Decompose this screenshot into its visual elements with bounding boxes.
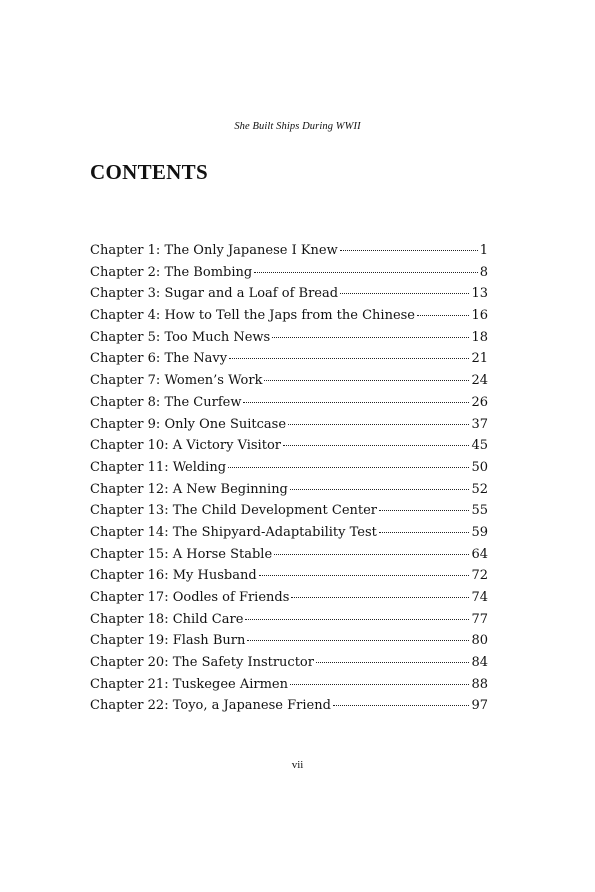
dot-leader [340, 250, 478, 251]
toc-entry [90, 609, 488, 631]
toc-entry-title: Chapter 15: A Horse Stable [90, 546, 273, 562]
dot-leader [290, 684, 469, 685]
toc-entry [90, 370, 488, 392]
dot-leader [333, 705, 470, 706]
dot-leader [259, 575, 470, 576]
toc-entry-title: Chapter 9: Only One Suitcase [90, 416, 287, 432]
toc-entry-title: Chapter 14: The Shipyard-Adaptability Test [90, 524, 377, 540]
toc-entry-page: 24 [471, 373, 488, 389]
toc-entry-title: Chapter 3: Sugar and a Loaf of Bread [90, 286, 339, 302]
toc-entry-page: 74 [471, 590, 488, 605]
toc-entry-title: Chapter 12: A New Beginning [90, 481, 288, 497]
dot-leader [254, 272, 478, 273]
toc-entry-page: 80 [471, 633, 488, 649]
toc-entry-title: Chapter 6: The Navy [90, 351, 228, 367]
page-number: vii [291, 759, 304, 771]
dot-leader [288, 424, 469, 425]
table-of-contents [90, 240, 488, 717]
toc-entry [90, 435, 488, 457]
dot-leader [283, 445, 469, 446]
dot-leader [274, 554, 469, 555]
toc-entry-title: Chapter 17: Oodles of Friends [90, 590, 290, 605]
dot-leader [290, 489, 470, 490]
dot-leader [417, 315, 469, 316]
toc-entry-page: 84 [471, 655, 488, 671]
toc-entry-title: Chapter 21: Tuskegee Airmen [90, 676, 288, 692]
toc-entry [90, 565, 488, 587]
running-head: She Built Ships During WWII [234, 121, 361, 132]
toc-entry-page: 45 [471, 438, 488, 454]
dot-leader [245, 619, 469, 620]
toc-entry-page: 64 [471, 546, 488, 562]
toc-entry-page: 26 [471, 394, 488, 410]
toc-entry-page: 8 [479, 264, 488, 280]
toc-entry-page: 77 [471, 611, 488, 627]
dot-leader [272, 337, 469, 338]
dot-leader [229, 358, 469, 359]
toc-entry [90, 414, 488, 436]
toc-entry-page: 72 [471, 568, 488, 584]
dot-leader [247, 640, 469, 641]
toc-entry-page: 97 [471, 698, 488, 714]
toc-entry-title: Chapter 16: My Husband [90, 568, 257, 584]
dot-leader [228, 467, 469, 468]
toc-entry-page: 59 [471, 524, 488, 540]
toc-entry [90, 500, 488, 522]
dot-leader [243, 402, 469, 403]
toc-entry-page: 16 [471, 308, 488, 324]
toc-entry-title: Chapter 22: Toyo, a Japanese Friend [90, 698, 331, 714]
toc-entry-title: Chapter 18: Child Care [90, 611, 244, 627]
dot-leader [379, 532, 470, 533]
toc-entry-page: 55 [471, 503, 488, 519]
toc-entry-title: Chapter 20: The Safety Instructor [90, 655, 314, 671]
toc-entry [90, 262, 488, 284]
dot-leader [316, 662, 469, 663]
toc-entry [90, 587, 488, 609]
toc-entry [90, 630, 488, 652]
dot-leader [379, 510, 469, 511]
dot-leader [291, 597, 469, 598]
dot-leader [264, 380, 469, 381]
toc-entry-page: 50 [471, 459, 488, 475]
toc-entry-title: Chapter 2: The Bombing [90, 264, 253, 280]
toc-entry [90, 695, 488, 717]
toc-entry [90, 479, 488, 501]
toc-entry [90, 522, 488, 544]
toc-entry-title: Chapter 19: Flash Burn [90, 633, 246, 649]
toc-entry [90, 544, 488, 566]
page-title: CONTENTS [90, 160, 208, 184]
toc-entry-page: 88 [471, 676, 488, 692]
dot-leader [340, 293, 469, 294]
toc-entry-title: Chapter 1: The Only Japanese I Knew [90, 243, 338, 258]
toc-entry-page: 1 [479, 243, 488, 258]
toc-entry-title: Chapter 4: How to Tell the Japs from the Chinese [90, 308, 415, 324]
toc-entry-title: Chapter 8: The Curfew [90, 394, 242, 410]
toc-entry [90, 674, 488, 696]
toc-entry [90, 240, 488, 262]
toc-entry-title: Chapter 10: A Victory Visitor [90, 438, 281, 454]
toc-entry [90, 392, 488, 414]
toc-entry-title: Chapter 11: Welding [90, 459, 227, 475]
toc-entry-page: 37 [471, 416, 488, 432]
toc-entry [90, 348, 488, 370]
toc-entry-page: 18 [471, 329, 488, 345]
toc-entry-title: Chapter 7: Women’s Work [90, 373, 263, 389]
toc-entry [90, 305, 488, 327]
toc-entry-title: Chapter 5: Too Much News [90, 329, 271, 345]
toc-entry [90, 327, 488, 349]
toc-entry-title: Chapter 13: The Child Development Center [90, 503, 378, 519]
toc-entry-page: 52 [471, 481, 488, 497]
toc-entry-page: 13 [471, 286, 488, 302]
toc-entry [90, 283, 488, 305]
toc-entry-page: 21 [471, 351, 488, 367]
toc-entry [90, 457, 488, 479]
toc-entry [90, 652, 488, 674]
